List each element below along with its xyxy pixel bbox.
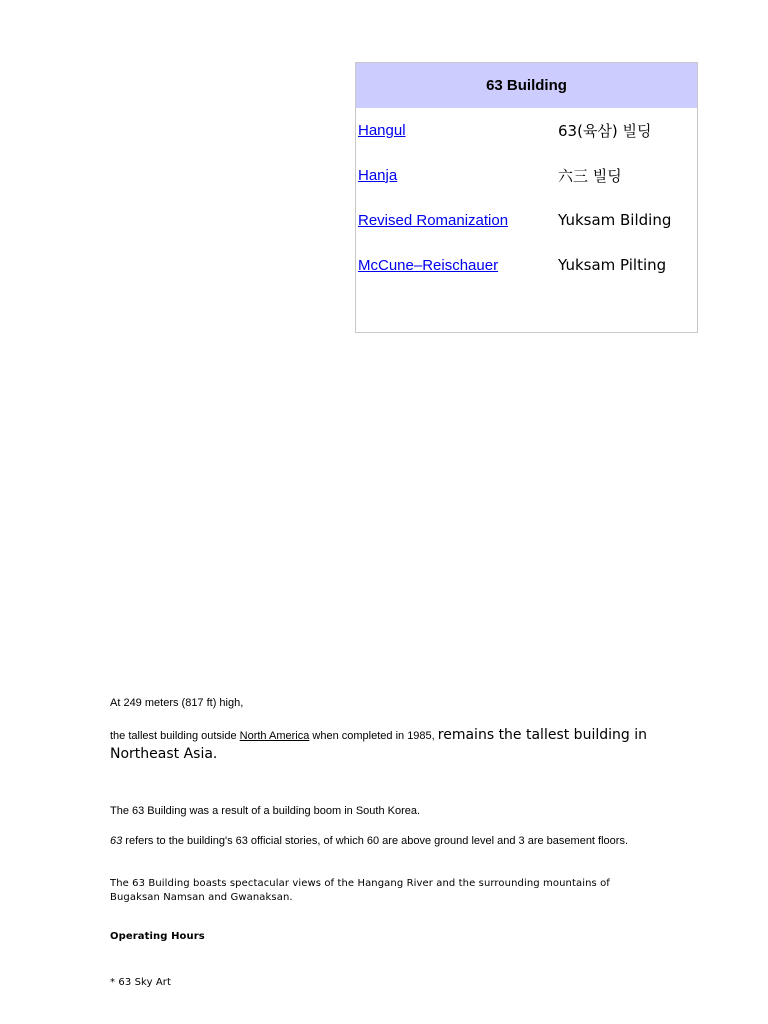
infobox-row-hangul: [358, 119, 697, 141]
stories-paragraph: [110, 833, 658, 849]
infobox: [355, 62, 698, 333]
hanja-value: 六三 빌딩: [558, 166, 622, 185]
height-paragraph: At 249 meters (817 ft) high,: [110, 697, 244, 709]
hangul-value: 63(육삼) 빌딩: [558, 121, 652, 140]
infobox-row-revised-romanization: [358, 209, 697, 231]
revised-romanization-value: Yuksam Bilding: [558, 211, 672, 229]
mccune-reischauer-link[interactable]: McCune–Reischauer: [358, 256, 499, 274]
stories-emphasis: 63: [110, 835, 123, 847]
tallest-paragraph: [110, 726, 658, 764]
views-paragraph: The 63 Building boasts spectacular views of the Hangang River and the surrounding mountains of Bugaksan Namsan and Gwanaksan.: [110, 878, 610, 903]
sky-art-item: * 63 Sky Art: [110, 977, 172, 988]
north-america-link[interactable]: North America: [239, 730, 310, 742]
revised-romanization-link[interactable]: Revised Romanization: [358, 211, 509, 229]
tallest-suffix: remains the tallest building in Northeast Asia.: [110, 727, 647, 762]
infobox-row-mccune-reischauer: [358, 254, 697, 276]
infobox-title: 63 Building: [356, 63, 697, 108]
hanja-link[interactable]: Hanja: [358, 166, 398, 184]
operating-hours-heading: Operating Hours: [110, 931, 205, 942]
infobox-row-hanja: [358, 164, 697, 186]
stories-text: refers to the building's 63 official stories, of which 60 are above ground level and 3 are basement floors.: [122, 835, 628, 847]
tallest-prefix: the tallest building outside: [110, 730, 240, 742]
mccune-reischauer-value: Yuksam Pilting: [558, 256, 667, 274]
hangul-link[interactable]: Hangul: [358, 121, 406, 139]
tallest-middle: when completed in 1985,: [309, 730, 438, 742]
boom-paragraph: The 63 Building was a result of a building boom in South Korea.: [110, 805, 421, 817]
